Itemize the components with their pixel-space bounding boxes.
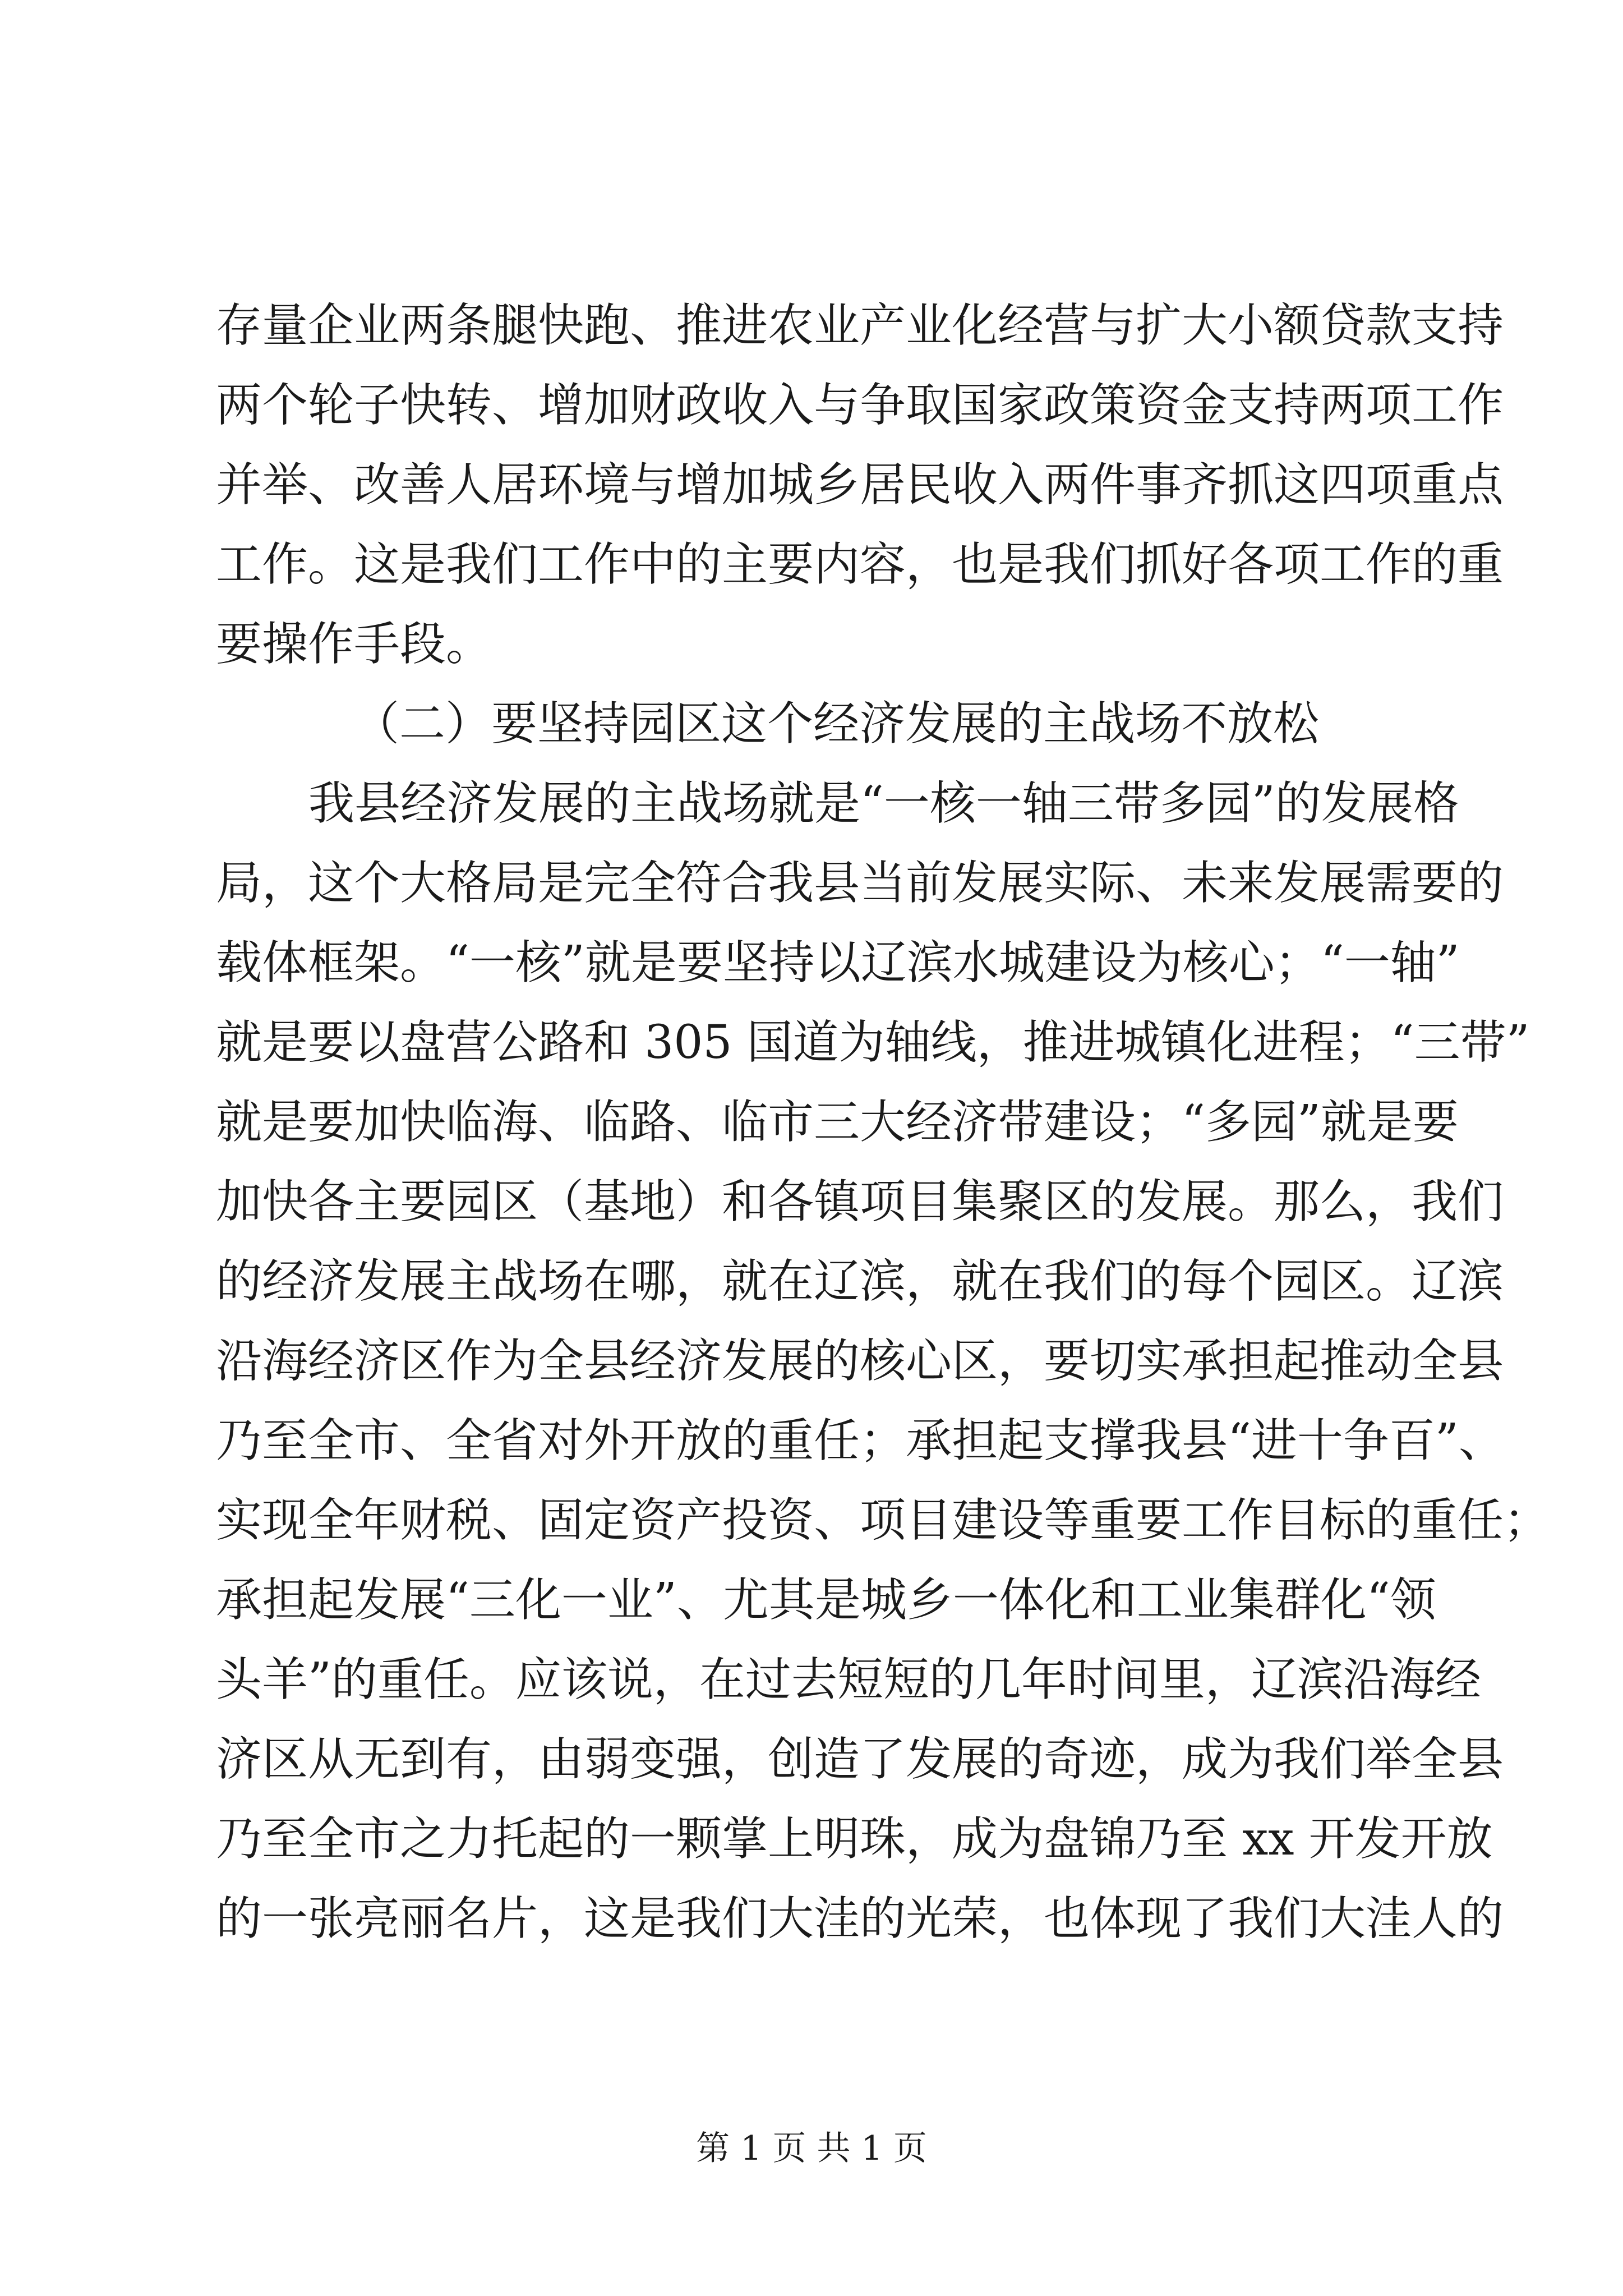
text-line: 存量企业两条腿快跑、推进农业产业化经营与扩大小额贷款支持 [216,299,1504,352]
text-line: 乃至全市、全省对外开放的重任；承担起支撑我县“进十争百”、 [216,1414,1505,1467]
text-line: 工作。这是我们工作中的主要内容，也是我们抓好各项工作的重 [216,538,1504,591]
text-line: 的经济发展主战场在哪，就在辽滨，就在我们的每个园区。辽滨 [216,1255,1504,1308]
text-line: 承担起发展“三化一业”、尤其是城乡一体化和工业集群化“领 [216,1573,1436,1627]
text-line: 加快各主要园区（基地）和各镇项目集聚区的发展。那么，我们 [216,1175,1504,1228]
section-heading: （二）要坚持园区这个经济发展的主战场不放松 [353,697,1320,751]
text-line: 乃至全市之力托起的一颗掌上明珠，成为盘锦乃至 xx 开发开放 [216,1812,1493,1866]
page-number-footer: 第 1 页 共 1 页 [696,2129,927,2168]
text-line: 要操作手段。 [216,618,492,671]
text-line: 就是要加快临海、临路、临市三大经济带建设；“多园”就是要 [216,1096,1459,1149]
text-line: 就是要以盘营公路和 305 国道为轴线，推进城镇化进程；“三带” [216,1016,1530,1069]
text-line: 头羊”的重任。应该说，在过去短短的几年时间里，辽滨沿海经 [216,1653,1481,1706]
text-line: 我县经济发展的主战场就是“一核一轴三带多园”的发展格 [308,777,1459,830]
text-line: 济区从无到有，由弱变强，创造了发展的奇迹，成为我们举全县 [216,1733,1504,1786]
text-line: 的一张亮丽名片，这是我们大洼的光荣，也体现了我们大洼人的 [216,1892,1504,1945]
body-text [216,286,1550,1959]
text-line: 沿海经济区作为全县经济发展的核心区，要切实承担起推动全县 [216,1335,1504,1388]
text-line: 载体框架。“一核”就是要坚持以辽滨水城建设为核心；“一轴” [216,936,1460,990]
text-line: 局，这个大格局是完全符合我县当前发展实际、未来发展需要的 [216,857,1504,910]
text-line: 并举、改善人居环境与增加城乡居民收入两件事齐抓这四项重点 [216,458,1504,512]
text-line: 实现全年财税、固定资产投资、项目建设等重要工作目标的重任； [216,1494,1550,1547]
text-line: 两个轮子快转、增加财政收入与争取国家政策资金支持两项工作 [216,379,1504,432]
